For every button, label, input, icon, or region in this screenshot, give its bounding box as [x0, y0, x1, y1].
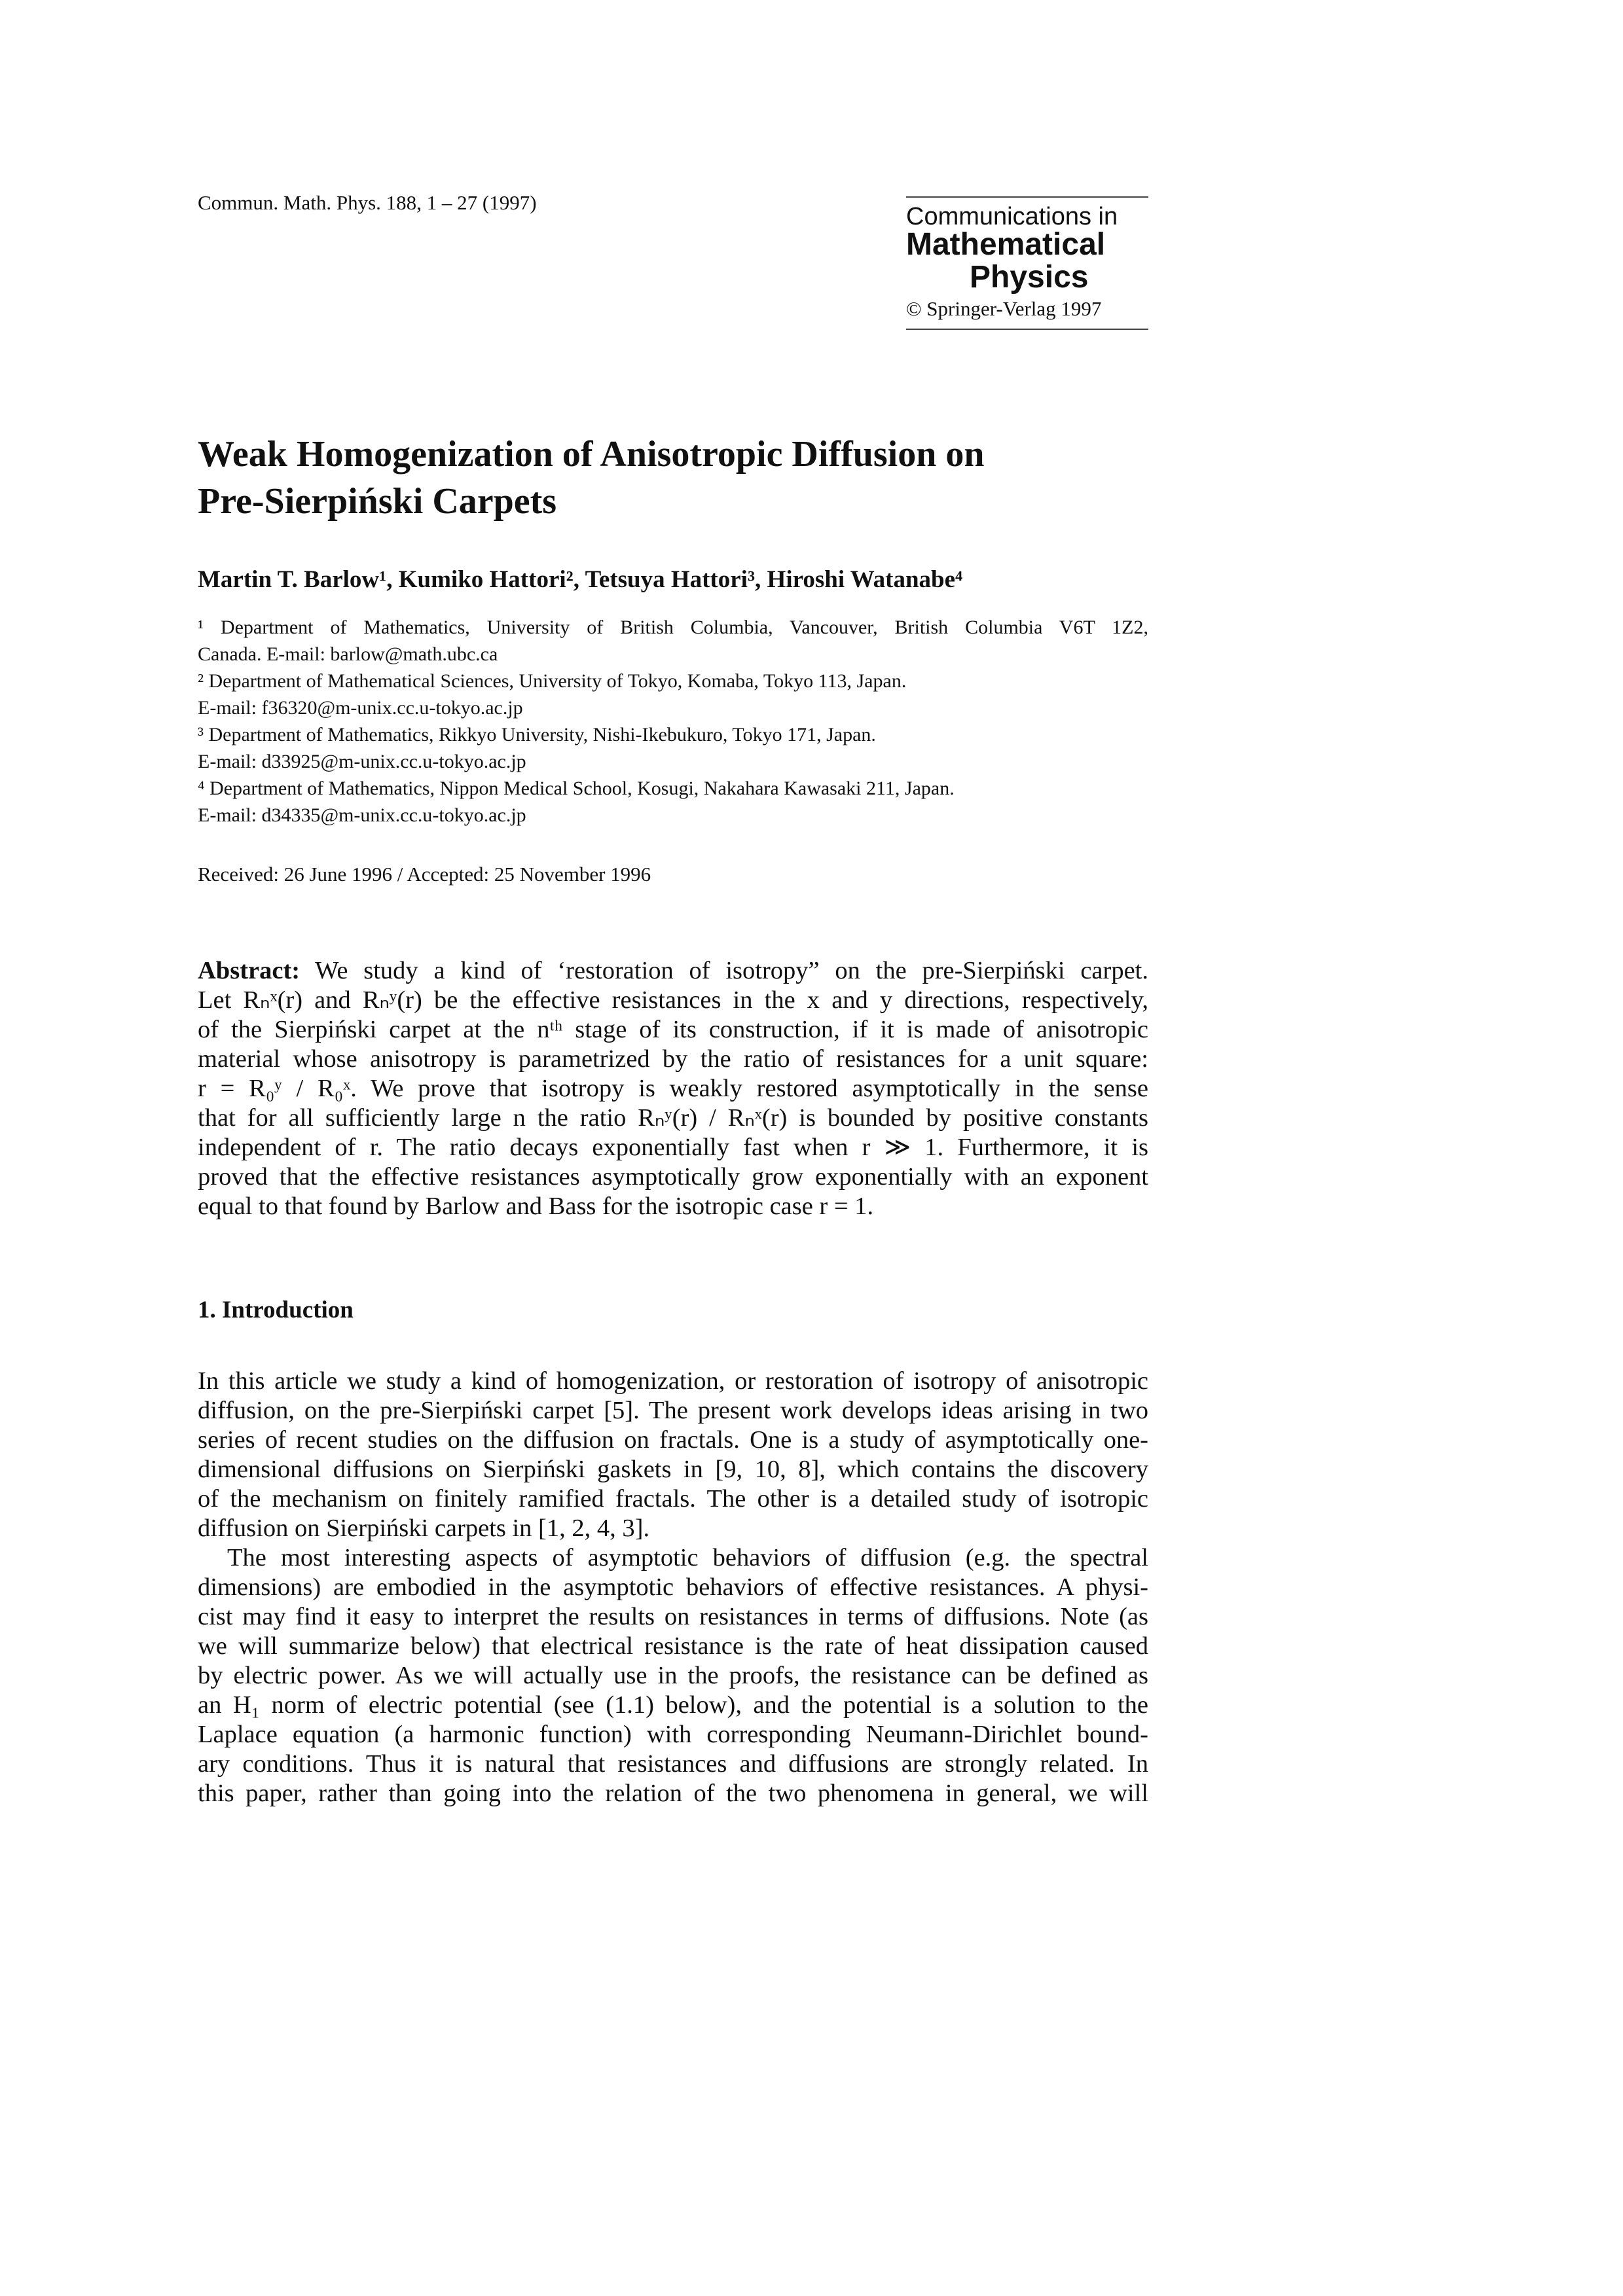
affiliations — [198, 614, 1148, 829]
received-dates: Received: 26 June 1996 / Accepted: 25 November 1996 — [198, 863, 651, 886]
authors: Martin T. Barlow¹, Kumiko Hattori², Tetsuya Hattori³, Hiroshi Watanabe⁴ — [198, 566, 963, 593]
paper-title — [198, 431, 985, 525]
body-line: we will summarize below) that electrical resistance is the rate of heat dissipation caused — [198, 1632, 1148, 1660]
affiliation-line: E-mail: d33925@m-unix.cc.u-tokyo.ac.jp — [198, 751, 526, 772]
abstract-line: material whose anisotropy is parametrized by the ratio of resistances for a unit square: — [198, 1045, 1148, 1073]
body-line: dimensional diffusions on Sierpiński gaskets in [9, 10, 8], which contains the discovery — [198, 1456, 1148, 1483]
body-line: an H₁ norm of electric potential (see (1.1) below), and the potential is a solution to the — [198, 1691, 1148, 1719]
title-line-1: Weak Homogenization of Anisotropic Diffusion on — [198, 434, 985, 475]
body-line: Laplace equation (a harmonic function) with corresponding Neumann-Dirichlet bound- — [198, 1721, 1148, 1748]
affiliation-line: ⁴ Department of Mathematics, Nippon Medical School, Kosugi, Nakahara Kawasaki 211, Japan. — [198, 778, 955, 799]
body-line: series of recent studies on the diffusion on fractals. One is a study of asymptotically one- — [198, 1426, 1148, 1454]
logo-line-3: Physics — [970, 260, 1089, 295]
affiliation-line: E-mail: d34335@m-unix.cc.u-tokyo.ac.jp — [198, 804, 526, 826]
abstract-text: We study a kind of ‘restoration of isotropy” on the pre-Sierpiński carpet. — [315, 957, 1148, 984]
affiliation-line: ² Department of Mathematical Sciences, University of Tokyo, Komaba, Tokyo 113, Japan. — [198, 670, 907, 692]
body-line: In this article we study a kind of homogenization, or restoration of isotropy of anisotropic — [198, 1367, 1148, 1395]
abstract-line: r = R₀ʸ / R₀ˣ. We prove that isotropy is weakly restored asymptotically in the sense — [198, 1075, 1148, 1102]
section-heading: 1. Introduction — [198, 1297, 354, 1323]
journal-logo — [906, 196, 1148, 330]
abstract-line: equal to that found by Barlow and Bass for the isotropic case r = 1. — [198, 1193, 874, 1220]
affiliation-line: ¹ Department of Mathematics, University of British Columbia, Vancouver, British Columbia V6T 1Z2, — [198, 617, 1148, 638]
body-line: by electric power. As we will actually use in the proofs, the resistance can be defined as — [198, 1662, 1148, 1689]
abstract-line: proved that the effective resistances asymptotically grow exponentially with an exponent — [198, 1163, 1148, 1191]
title-line-2: Pre-Sierpiński Carpets — [198, 481, 557, 522]
abstract-line: Let Rₙˣ(r) and Rₙʸ(r) be the effective resistances in the x and y directions, respectively, — [198, 986, 1148, 1014]
abstract-line: that for all sufficiently large n the ratio Rₙʸ(r) / Rₙˣ(r) is bounded by positive constants — [198, 1104, 1148, 1132]
body-line: diffusion, on the pre-Sierpiński carpet [5]. The present work develops ideas arising in two — [198, 1397, 1148, 1424]
body-line: The most interesting aspects of asymptotic behaviors of diffusion (e.g. the spectral — [227, 1544, 1148, 1571]
body-line: ary conditions. Thus it is natural that resistances and diffusions are strongly related. In — [198, 1750, 1148, 1778]
introduction-body — [198, 1367, 1148, 1808]
logo-line-2: Mathematical — [906, 227, 1106, 262]
affiliation-line: ³ Department of Mathematics, Rikkyo University, Nishi-Ikebukuro, Tokyo 171, Japan. — [198, 724, 876, 745]
abstract-line: independent of r. The ratio decays exponentially fast when r ≫ 1. Furthermore, it is — [198, 1134, 1148, 1161]
abstract-line — [198, 956, 1148, 986]
abstract-label: Abstract: — [198, 957, 301, 984]
affiliation-line: Canada. E-mail: barlow@math.ubc.ca — [198, 643, 498, 665]
abstract-line: of the Sierpiński carpet at the nᵗʰ stage of its construction, if it is made of anisotropic — [198, 1016, 1148, 1043]
body-line: cist may find it easy to interpret the results on resistances in terms of diffusions. Note (as — [198, 1603, 1148, 1630]
affiliation-line: E-mail: f36320@m-unix.cc.u-tokyo.ac.jp — [198, 697, 523, 719]
body-line: dimensions) are embodied in the asymptotic behaviors of effective resistances. A physi- — [198, 1573, 1148, 1601]
copyright: © Springer-Verlag 1997 — [906, 297, 1102, 320]
journal-reference: Commun. Math. Phys. 188, 1 – 27 (1997) — [198, 191, 537, 214]
abstract — [198, 956, 1148, 1221]
body-line: diffusion on Sierpiński carpets in [1, 2, 4, 3]. — [198, 1515, 650, 1542]
logo-line-1: Communications in — [906, 203, 1118, 230]
body-line: this paper, rather than going into the relation of the two phenomena in general, we will — [198, 1780, 1148, 1807]
body-line: of the mechanism on finitely ramified fractals. The other is a detailed study of isotropic — [198, 1485, 1148, 1513]
